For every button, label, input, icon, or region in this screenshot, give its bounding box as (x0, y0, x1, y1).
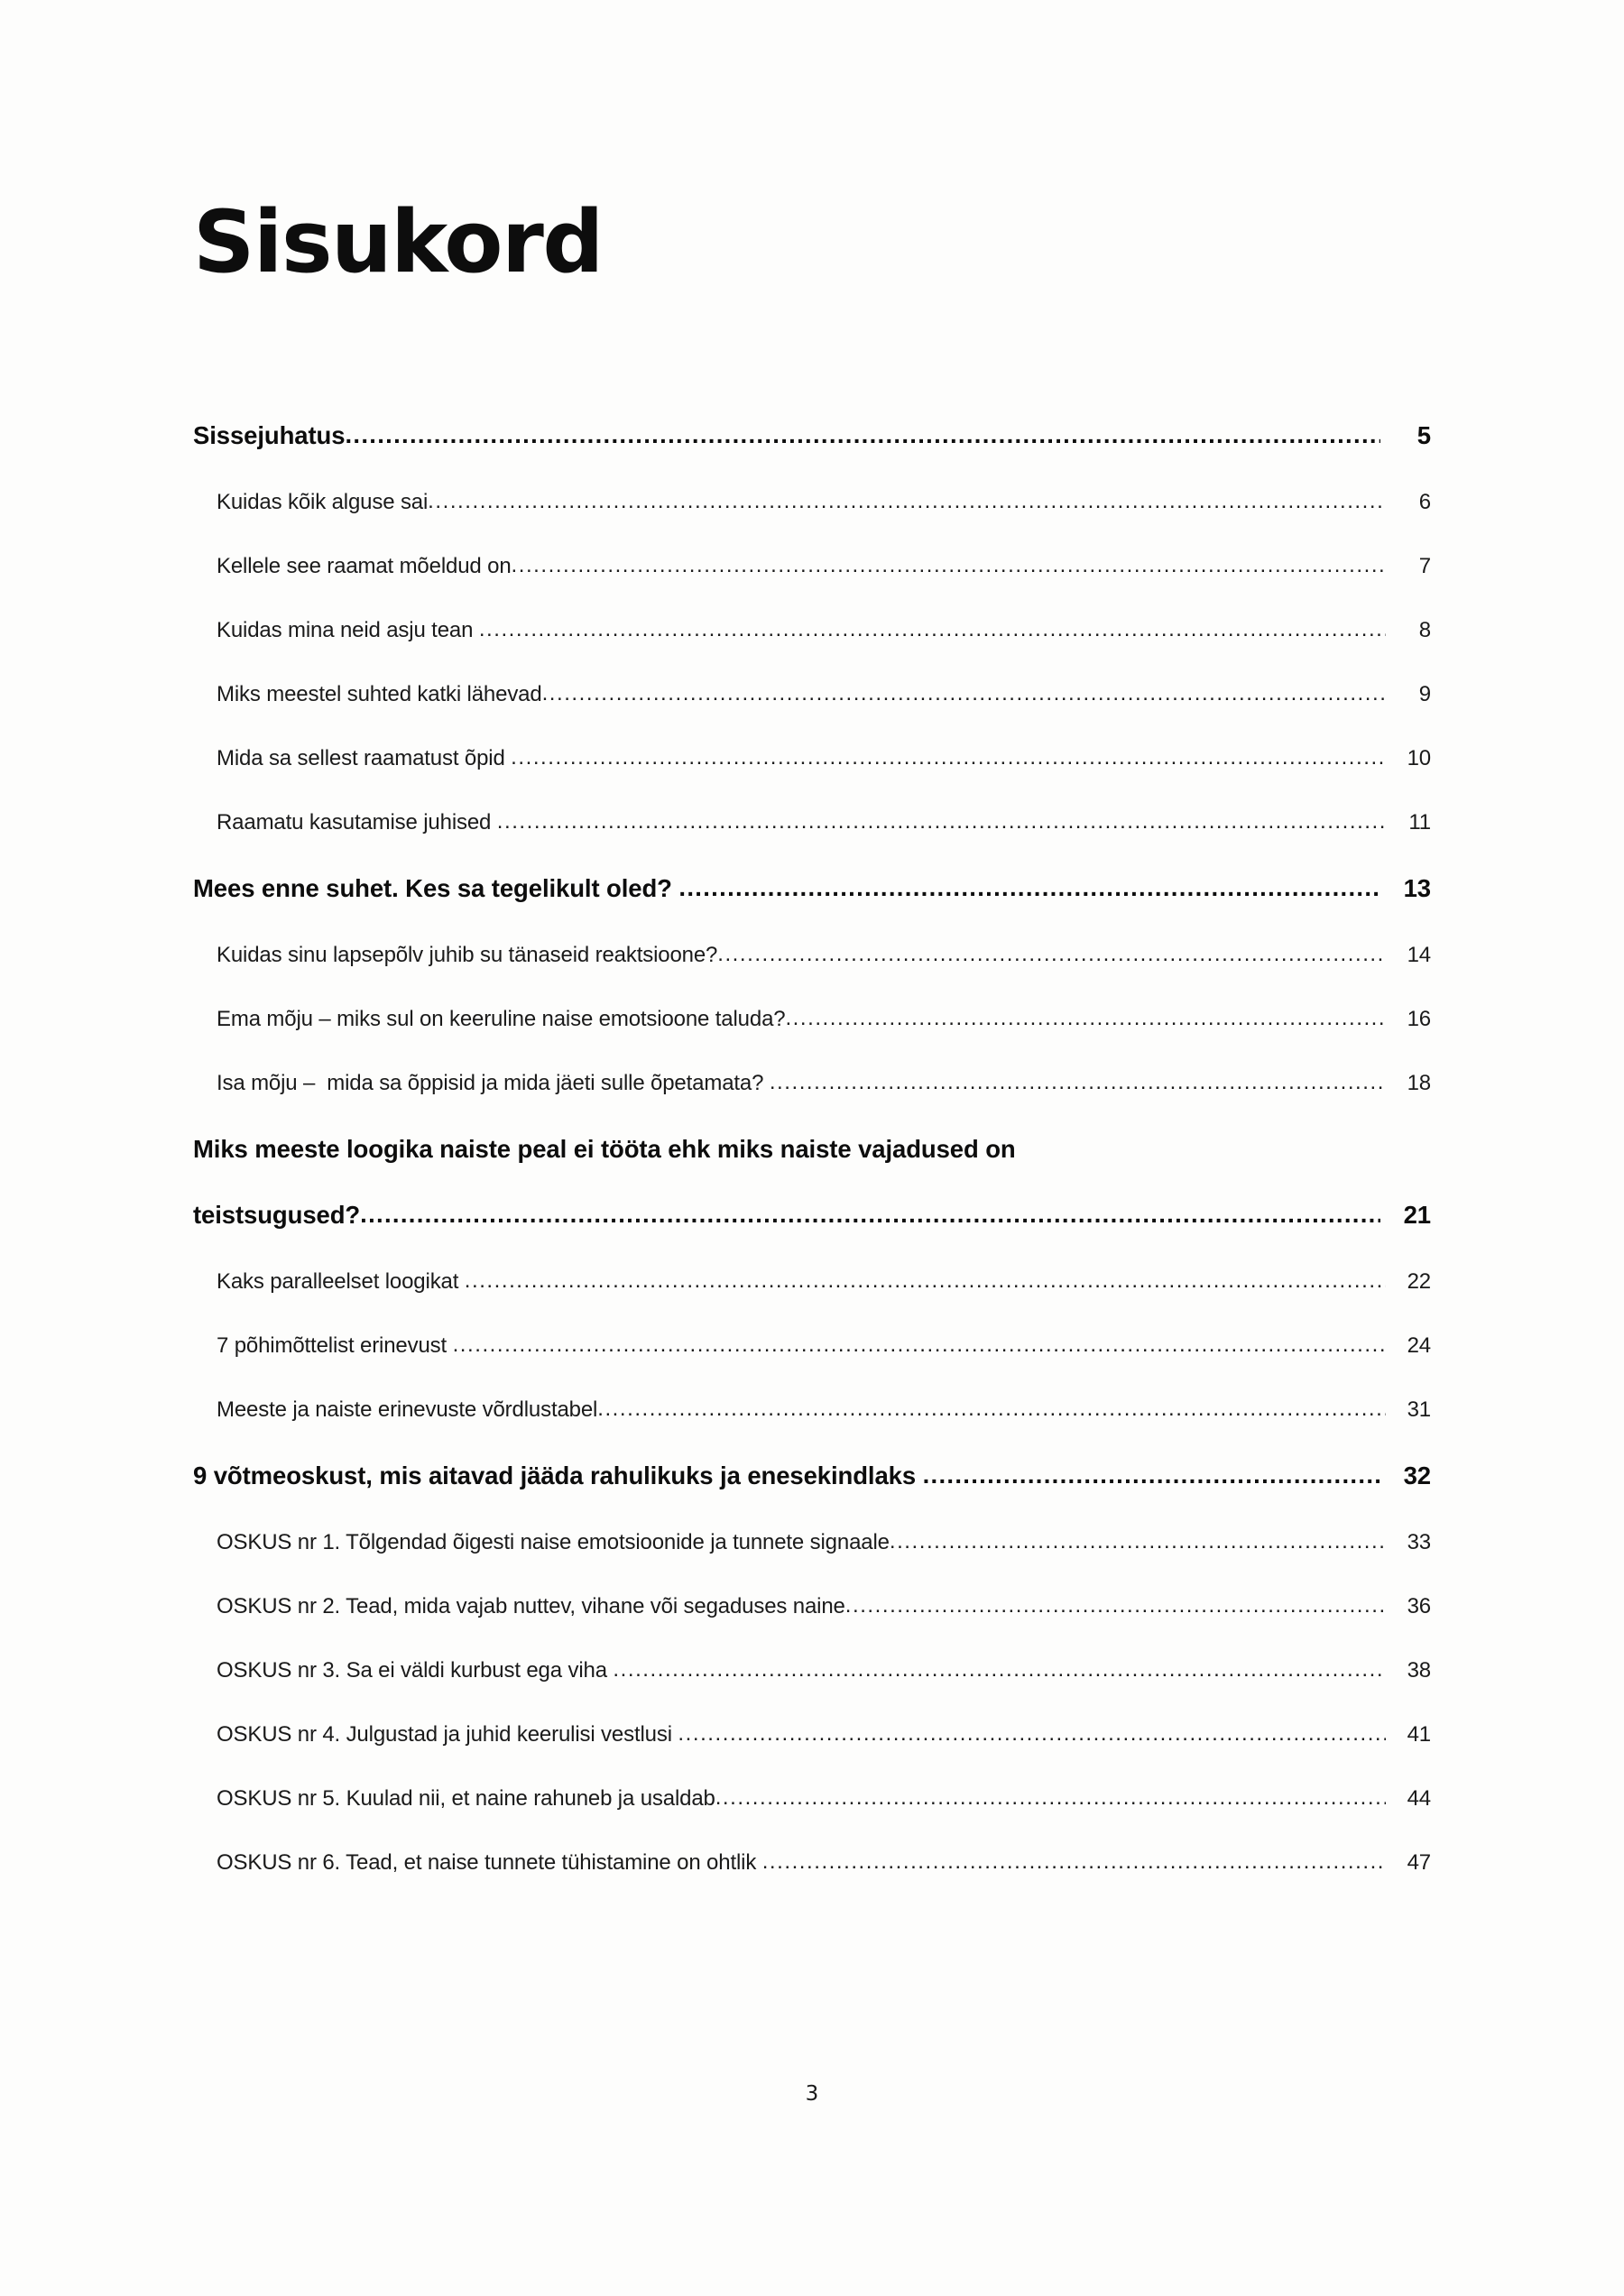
toc-entry-label: OSKUS nr 3. Sa ei väldi kurbust ega viha (217, 1658, 614, 1683)
toc-leader-dots (542, 681, 1386, 706)
toc-entry-label: Raamatu kasutamise juhised (217, 810, 497, 834)
toc-leader-dots (770, 1070, 1386, 1095)
toc-entry-page-number: 7 (1418, 554, 1431, 578)
toc-entry-level2[interactable] (193, 1333, 1431, 1359)
toc-entry-page-number: 6 (1418, 490, 1431, 514)
toc-entry-line2 (193, 1201, 1431, 1230)
toc-leader-dots (717, 942, 1386, 967)
toc-entry-level1[interactable] (193, 421, 1431, 450)
toc-entry-page-number: 8 (1418, 618, 1431, 642)
toc-leader-dots (512, 553, 1386, 578)
toc-leader-dots (785, 1006, 1386, 1031)
toc-entry-level2[interactable] (193, 1722, 1431, 1747)
toc-entry-label: Kuidas kõik alguse sai (217, 490, 429, 514)
toc-leader-dots (845, 1593, 1386, 1618)
toc-entry-page-number: 38 (1407, 1658, 1431, 1683)
toc-entry-level2[interactable] (193, 1658, 1431, 1683)
toc-entry-label: Miks meestel suhted katki lähevad (217, 682, 542, 706)
toc-entry-label: Sissejuhatus (193, 421, 346, 449)
toc-entry-page-number: 32 (1403, 1462, 1431, 1489)
toc-entry-level2[interactable] (193, 1850, 1431, 1876)
toc-leader-dots (360, 1200, 1380, 1229)
toc-leader-dots (465, 1268, 1386, 1294)
toc-leader-dots (428, 489, 1386, 514)
toc-entry-label: Isa mõju – mida sa õppisid ja mida jäeti sulle õpetamata? (217, 1071, 770, 1095)
toc-entry-label: Kuidas sinu lapsepõlv juhib su tänaseid reaktsioone? (217, 943, 718, 967)
toc-entry-page-number: 21 (1403, 1201, 1431, 1229)
toc-entry-label: Kuidas mina neid asju tean (217, 618, 479, 642)
toc-leader-dots (715, 1785, 1386, 1811)
toc-entry-level2[interactable] (193, 1071, 1431, 1096)
toc-entry-level2[interactable] (193, 490, 1431, 515)
toc-leader-dots (345, 420, 1380, 449)
toc-entry-level2[interactable] (193, 554, 1431, 579)
toc-entry-level2[interactable] (193, 682, 1431, 707)
toc-entry-label: Kellele see raamat mõeldud on (217, 554, 512, 578)
toc-entry-level1[interactable] (193, 1462, 1431, 1490)
toc-leader-dots (613, 1657, 1386, 1683)
toc-entry-level2[interactable] (193, 618, 1431, 643)
toc-entry-level2[interactable] (193, 1530, 1431, 1555)
toc-entry-label: Miks meeste loogika naiste peal ei tööta ehk miks naiste vajadused on (193, 1135, 1016, 1163)
toc-entry-level2[interactable] (193, 1594, 1431, 1619)
toc-entry-page-number: 31 (1407, 1397, 1431, 1422)
toc-entry-label: OSKUS nr 1. Tõlgendad õigesti naise emotsioonide ja tunnete signaale (217, 1530, 890, 1554)
toc-entry-page-number: 47 (1407, 1850, 1431, 1875)
toc-entry-page-number: 10 (1407, 746, 1431, 770)
toc-entry-page-number: 11 (1408, 810, 1431, 834)
toc-entry-page-number: 44 (1407, 1786, 1431, 1811)
toc-entry-label: OSKUS nr 2. Tead, mida vajab nuttev, vihane või segaduses naine (217, 1594, 845, 1618)
toc-entry-label: Kaks paralleelset loogikat (217, 1269, 465, 1294)
toc-entry-label: 9 võtmeoskust, mis aitavad jääda rahulikuks ja enesekindlaks (193, 1462, 923, 1489)
toc-entry-page-number: 14 (1407, 943, 1431, 967)
toc-entry-level2[interactable] (193, 810, 1431, 835)
toc-leader-dots (923, 1461, 1380, 1489)
toc-entry-label: OSKUS nr 5. Kuulad nii, et naine rahuneb ja usaldab (217, 1786, 715, 1811)
toc-entry-label: 7 põhimõttelist erinevust (217, 1333, 453, 1358)
toc-entry-level2[interactable] (193, 1007, 1431, 1032)
toc-leader-dots (678, 873, 1380, 902)
page-folio: 3 (805, 2082, 819, 2106)
toc-leader-dots (762, 1849, 1386, 1875)
toc-entry-page-number: 41 (1407, 1722, 1431, 1747)
toc-leader-dots (597, 1397, 1386, 1422)
toc-entry-level2[interactable] (193, 943, 1431, 968)
toc-entry-page-number: 22 (1407, 1269, 1431, 1294)
page-title: Sisukord (193, 193, 603, 292)
toc-leader-dots (479, 617, 1386, 642)
toc-entry-page-number: 13 (1403, 874, 1431, 902)
toc-entry-page-number: 18 (1407, 1071, 1431, 1095)
toc-entry-level1[interactable] (193, 874, 1431, 903)
toc-leader-dots (511, 745, 1386, 770)
toc-entry-label: Mida sa sellest raamatust õpid (217, 746, 512, 770)
toc-entry-page-number: 16 (1407, 1007, 1431, 1031)
toc-entry-page-number: 5 (1416, 421, 1431, 449)
toc-entry-page-number: 24 (1407, 1333, 1431, 1358)
toc-entry-label: OSKUS nr 6. Tead, et naise tunnete tühistamine on ohtlik (217, 1850, 762, 1875)
toc-entry-label: Meeste ja naiste erinevuste võrdlustabel (217, 1397, 598, 1422)
toc-leader-dots (497, 809, 1386, 834)
page-content (193, 0, 1431, 1914)
toc-entry-label-continued: teistsugused? (193, 1201, 361, 1229)
toc-entry-level2[interactable] (193, 746, 1431, 771)
toc-entry-label: OSKUS nr 4. Julgustad ja juhid keerulisi vestlusi (217, 1722, 678, 1747)
toc-entry-label: Ema mõju – miks sul on keeruline naise emotsioone taluda? (217, 1007, 786, 1031)
toc-entry-label: Mees enne suhet. Kes sa tegelikult oled? (193, 874, 679, 902)
table-of-contents (193, 421, 1431, 1876)
toc-leader-dots (890, 1529, 1386, 1554)
toc-entry-page-number: 36 (1407, 1594, 1431, 1618)
toc-entry-level2[interactable] (193, 1397, 1431, 1423)
toc-leader-dots (453, 1332, 1386, 1358)
toc-entry-page-number: 33 (1407, 1530, 1431, 1554)
toc-entry-level2[interactable] (193, 1269, 1431, 1295)
toc-entry-level2[interactable] (193, 1786, 1431, 1812)
toc-entry-page-number: 9 (1418, 682, 1431, 706)
toc-entry-level1[interactable] (193, 1135, 1431, 1230)
toc-leader-dots (678, 1721, 1386, 1747)
